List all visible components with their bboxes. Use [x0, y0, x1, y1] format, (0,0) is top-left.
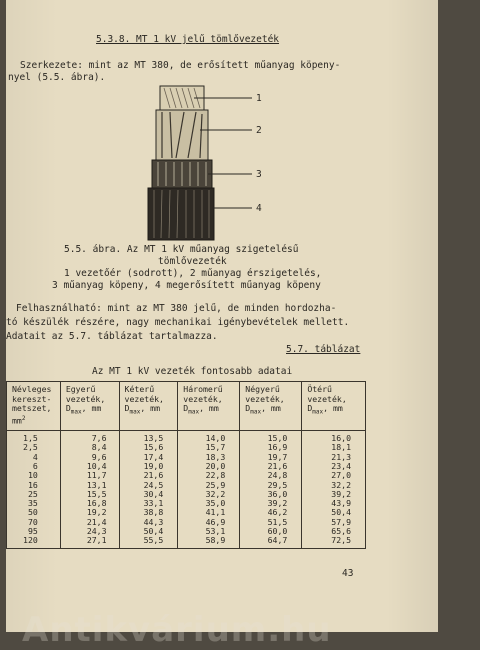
- figure-caption-line-3: 1 vezetőér (sodrott), 2 műanyag érszigetelés,: [64, 268, 322, 279]
- table-cell: 58,9: [205, 535, 226, 546]
- table-cell: 35,0: [205, 498, 226, 509]
- table-cell: 25: [27, 488, 38, 499]
- table-cell: 27,0: [331, 470, 351, 481]
- header-cross-section: Névleges kereszt- metszet, $mm^2$: [7, 382, 61, 431]
- column-two-core: [119, 431, 178, 549]
- table-body-row: [7, 431, 366, 549]
- section-heading: 5.3.8. MT 1 kV jelű tömlővezeték: [96, 34, 280, 45]
- table-cell: 2,5: [23, 442, 38, 453]
- table-cell: 9,6: [91, 451, 107, 462]
- table-cell: 22,8: [205, 470, 226, 481]
- table-cell: 4: [32, 451, 38, 462]
- table-cell: 13,1: [86, 479, 107, 490]
- table-cell: 72,5: [331, 535, 351, 546]
- description-line-2: nyel (5.5. ábra).: [8, 72, 106, 83]
- table-cell: 16,8: [86, 498, 107, 509]
- table-cell: 55,5: [143, 535, 164, 546]
- table-cell: 50,4: [143, 526, 164, 537]
- table-cell: 27,1: [86, 535, 107, 546]
- table-cell: 16,0: [331, 433, 351, 444]
- table-cell: 8,4: [91, 442, 107, 453]
- callout-3: 3: [256, 169, 262, 180]
- figure-caption-line-2: tömlővezeték: [158, 256, 227, 267]
- table-cell: 19,7: [267, 451, 288, 462]
- table-cell: 6: [32, 461, 38, 471]
- table-cell: 25,9: [205, 479, 226, 490]
- table-cell: 32,2: [331, 479, 351, 490]
- column-five-core: [302, 431, 366, 549]
- table-cell: 10: [27, 470, 38, 481]
- column-three-core: [178, 431, 240, 549]
- callout-1: 1: [256, 93, 262, 104]
- table-cell: 41,1: [205, 507, 226, 518]
- table-cell: 24,8: [267, 470, 288, 481]
- table-cell: 18,3: [205, 451, 226, 462]
- table-cell: 65,6: [331, 526, 351, 537]
- table-cell: 13,5: [143, 433, 164, 444]
- cable-illustration: [136, 84, 286, 244]
- table-cell: 32,2: [205, 488, 226, 499]
- table-cell: 46,9: [205, 516, 226, 527]
- table-header-row: [7, 382, 366, 431]
- header-five-core: Ötérű vezeték, $D_{max}$, mm: [302, 382, 366, 431]
- table-cell: 43,9: [331, 498, 351, 509]
- usage-line-2: tó készülék részére, nagy mechanikai igénybevételek mellett.: [6, 317, 350, 328]
- table-cell: 120: [23, 535, 38, 546]
- column-cross-section: [7, 431, 61, 549]
- table-cell: 39,2: [331, 488, 351, 499]
- table-cell: 50: [27, 507, 38, 518]
- table-cell: 19,2: [86, 507, 107, 518]
- table-cell: 57,9: [331, 516, 351, 527]
- usage-line-1: Felhasználható: mint az MT 380 jelű, de minden hordozha-: [16, 303, 337, 314]
- book-page: [6, 0, 438, 632]
- header-two-core: Kéterű vezeték, $D_{max}$, mm: [119, 382, 178, 431]
- header-three-core: Háromerű vezeték, $D_{max}$, mm: [178, 382, 240, 431]
- table-cell: 53,1: [205, 526, 226, 537]
- table-reference: 5.7. táblázat: [286, 344, 361, 355]
- figure-caption-line-1: 5.5. ábra. Az MT 1 kV műanyag szigetelésű: [64, 244, 299, 255]
- table-cell: 16,9: [267, 442, 288, 453]
- table-cell: 36,0: [267, 488, 288, 499]
- table-cell: 14,0: [205, 433, 226, 444]
- table-cell: 16: [27, 479, 38, 490]
- table-cell: 33,1: [143, 498, 164, 509]
- table-cell: 70: [27, 516, 38, 527]
- watermark-logo: Antikvárium.hu: [22, 610, 332, 650]
- table-cell: 51,5: [267, 516, 288, 527]
- table-cell: 20,0: [205, 461, 226, 471]
- callout-2: 2: [256, 125, 262, 136]
- table-cell: 10,4: [86, 461, 107, 471]
- table-cell: 19,0: [143, 461, 164, 471]
- table-cell: 35: [27, 498, 38, 509]
- page-number: 43: [342, 568, 354, 579]
- figure-caption-line-4: 3 műanyag köpeny, 4 megerősített műanyag köpeny: [52, 280, 321, 291]
- table-cell: 38,8: [143, 507, 164, 518]
- table-cell: 60,0: [267, 526, 288, 537]
- table-cell: 21,6: [267, 461, 288, 471]
- table-cell: 24,5: [143, 479, 164, 490]
- table-cell: 29,5: [267, 479, 288, 490]
- table-cell: 15,6: [143, 442, 164, 453]
- usage-line-3: Adatait az 5.7. táblázat tartalmazza.: [6, 331, 218, 342]
- table-cell: 7,6: [91, 433, 107, 444]
- header-single-core: Egyerű vezeték, $D_{max}$, mm: [60, 382, 119, 431]
- table-cell: 11,7: [86, 470, 107, 481]
- table-cell: 15,0: [267, 433, 288, 444]
- table-cell: 17,4: [143, 451, 164, 462]
- table-cell: 30,4: [143, 488, 164, 499]
- description-line-1: Szerkezete: mint az MT 380, de erősített műanyag köpeny-: [20, 60, 341, 71]
- table-cell: 46,2: [267, 507, 288, 518]
- table-cell: 23,4: [331, 461, 351, 471]
- header-four-core: Négyerű vezeték, $D_{max}$, mm: [240, 382, 302, 431]
- table-cell: 95: [27, 526, 38, 537]
- table-cell: 18,1: [331, 442, 351, 453]
- table-cell: 50,4: [331, 507, 351, 518]
- cable-data-table: [6, 381, 366, 549]
- callout-4: 4: [256, 203, 262, 214]
- table-title: Az MT 1 kV vezeték fontosabb adatai: [92, 366, 293, 377]
- table-cell: 21,6: [143, 470, 164, 481]
- column-single-core: [60, 431, 119, 549]
- cable-figure: [136, 84, 286, 244]
- reinforced-sheath-part: [148, 188, 214, 240]
- column-four-core: [240, 431, 302, 549]
- table-cell: 1,5: [23, 433, 38, 444]
- table-cell: 15,7: [205, 442, 226, 453]
- table-cell: 24,3: [86, 526, 107, 537]
- table-cell: 15,5: [86, 488, 107, 499]
- table-cell: 44,3: [143, 516, 164, 527]
- table-cell: 39,2: [267, 498, 288, 509]
- table-cell: 21,4: [86, 516, 107, 527]
- table-cell: 64,7: [267, 535, 288, 546]
- table-cell: 21,3: [331, 451, 351, 462]
